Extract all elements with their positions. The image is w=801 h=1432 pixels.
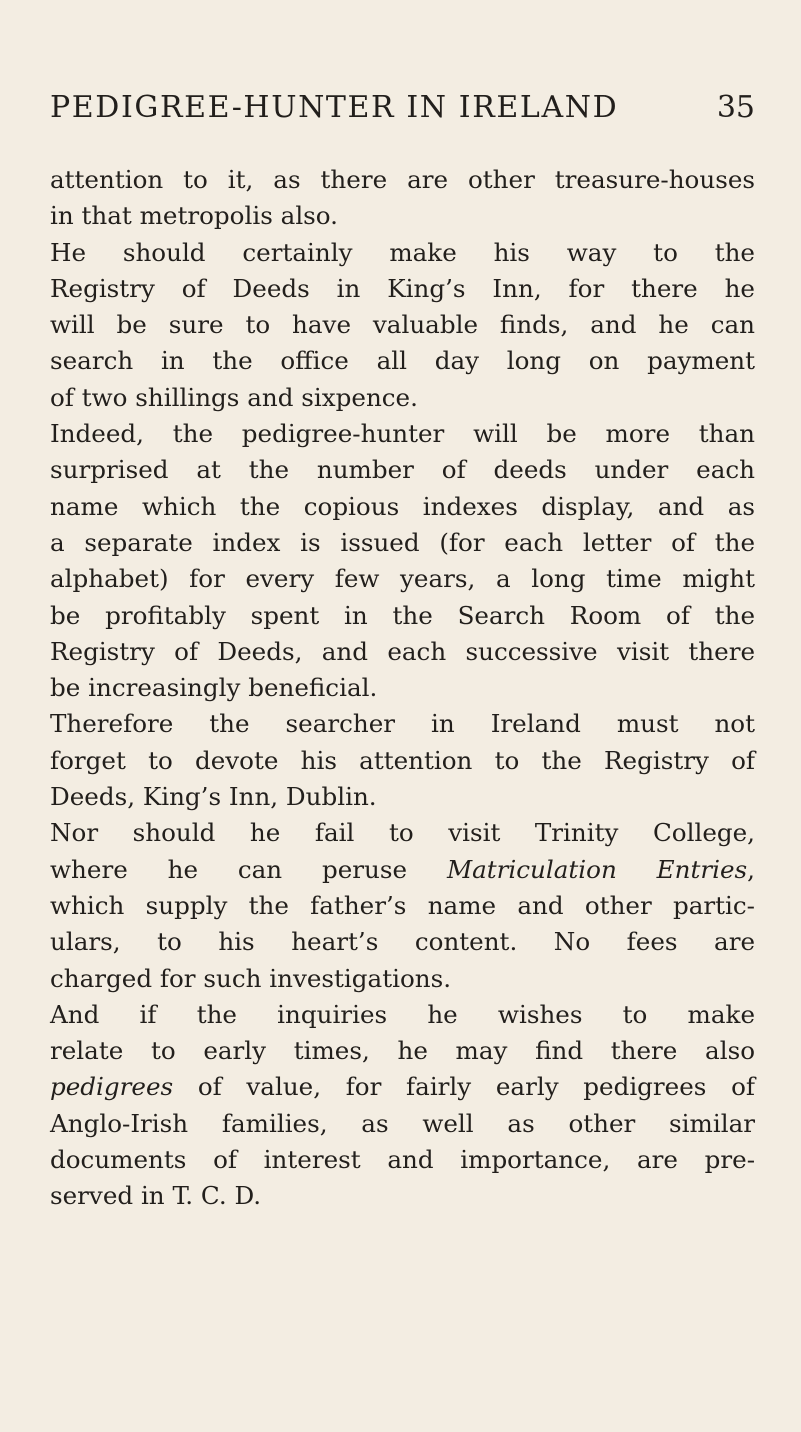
- text-line: Nor should he fail to visit Trinity College,: [50, 818, 755, 848]
- text-line: ulars, to his heart’s content. No fees are: [50, 927, 755, 957]
- body-text: [50, 162, 755, 1215]
- text-run: where he can peruse: [50, 854, 447, 884]
- page-number: 35: [716, 90, 755, 125]
- text-line: [50, 852, 755, 888]
- text-line: attention to it, as there are other treasure-houses: [50, 165, 755, 194]
- text-line: which supply the father’s name and other partic-: [50, 890, 755, 920]
- italic-word-pedigrees: pedigrees: [50, 1072, 174, 1102]
- text-line: Anglo-Irish families, as well as other similar: [50, 1108, 755, 1138]
- text-line: Registry of Deeds, and each successive visit there: [50, 636, 755, 666]
- text-line: in that metropolis also.: [50, 201, 338, 231]
- text-line: [50, 1069, 755, 1105]
- text-line: surprised at the number of deeds under each: [50, 455, 755, 485]
- text-line: name which the copious indexes display, and as: [50, 491, 755, 521]
- text-line: charged for such investigations.: [50, 963, 452, 993]
- text-line: And if the inquiries he wishes to make: [50, 999, 755, 1029]
- text-line: relate to early times, he may find there also: [50, 1036, 755, 1066]
- text-line: served in T. C. D.: [50, 1181, 262, 1211]
- text-line: will be sure to have valuable finds, and he can: [50, 310, 755, 340]
- text-line: Deeds, King’s Inn, Dublin.: [50, 782, 377, 812]
- text-line: Therefore the searcher in Ireland must not: [50, 709, 755, 739]
- text-line: He should certainly make his way to the: [50, 237, 755, 267]
- text-line: Registry of Deeds in King’s Inn, for there he: [50, 273, 755, 303]
- text-line: a separate index is issued (for each letter of the: [50, 527, 755, 557]
- running-head: [50, 86, 755, 130]
- text-line: be profitably spent in the Search Room of the: [50, 600, 755, 630]
- text-line: Indeed, the pedigree-hunter will be more than: [50, 419, 755, 449]
- text-line: forget to devote his attention to the Registry of: [50, 745, 755, 775]
- text-line: search in the office all day long on payment: [50, 346, 755, 376]
- text-line: of two shillings and sixpence.: [50, 382, 418, 412]
- text-line: documents of interest and importance, are pre-: [50, 1145, 755, 1175]
- text-run: of value, for fairly early pedigrees of: [173, 1072, 755, 1102]
- text-line: be increasingly beneficial.: [50, 673, 378, 703]
- running-head-title: PEDIGREE-HUNTER IN IRELAND: [50, 90, 619, 125]
- italic-title-matriculation-entries: Matriculation Entries: [446, 854, 748, 884]
- text-run: ,: [747, 854, 755, 884]
- text-line: alphabet) for every few years, a long time might: [50, 564, 755, 594]
